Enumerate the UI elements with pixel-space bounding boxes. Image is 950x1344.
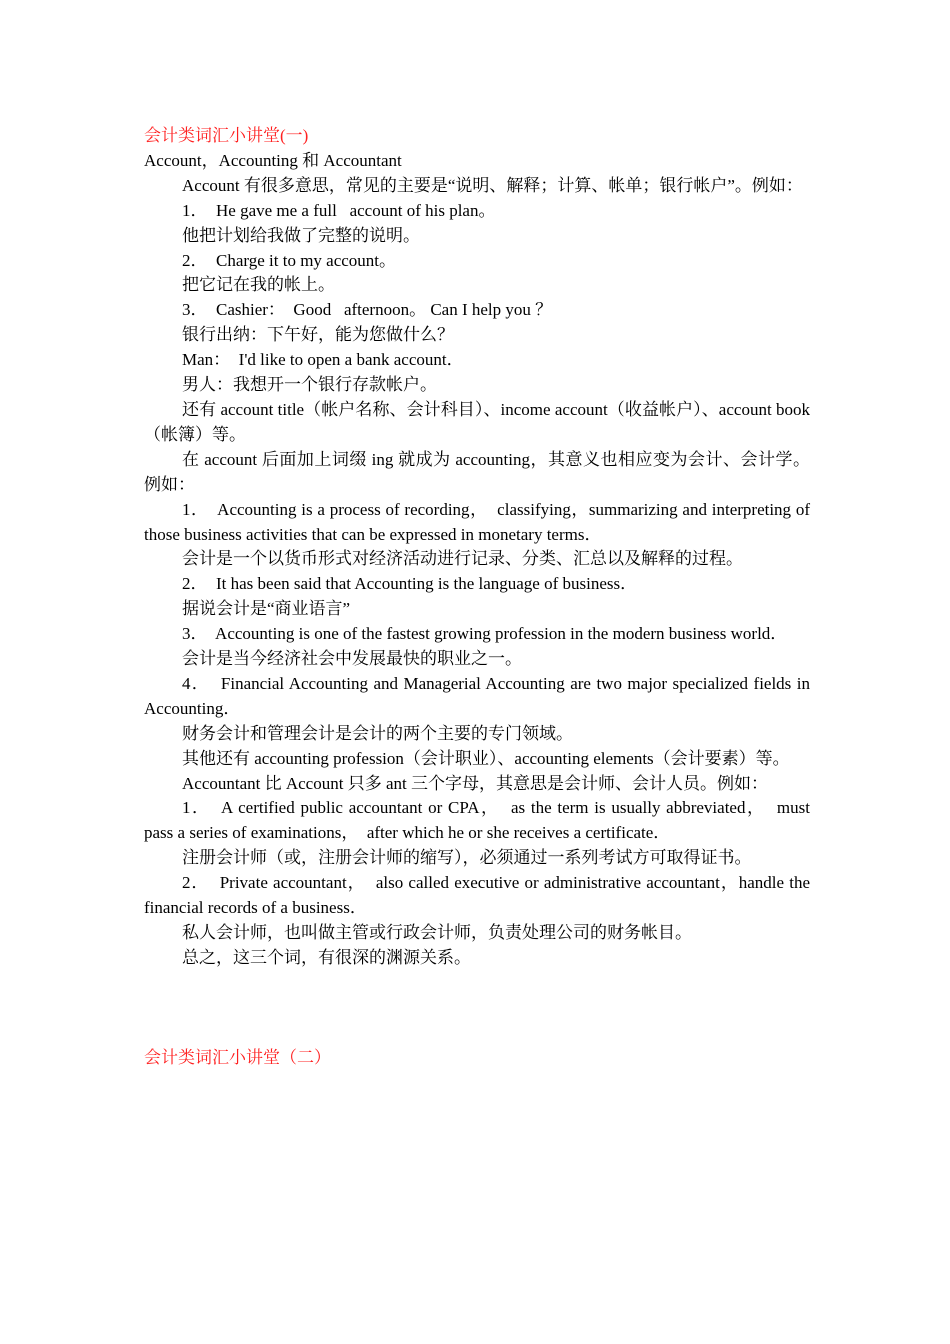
accounting-example-1-english: 1． Accounting is a process of recording， classifying，summarizing and interpreting of those business activities that can be expressed in monetary terms． xyxy=(144,499,815,544)
example-2-chinese: 把它记在我的帐上。 xyxy=(182,275,335,295)
heading-account-words: Account，Accounting 和 Accountant xyxy=(144,150,402,170)
accounting-example-2-chinese: 据说会计是“商业语言” xyxy=(182,599,351,619)
accounting-example-4-english: 4． Financial Accounting and Managerial Accounting are two major specialized fields in Accounting． xyxy=(144,673,814,718)
accountant-example-1-chinese: 注册会计师（或，注册会计师的缩写），必须通过一系列考试方可取得证书。 xyxy=(182,848,752,868)
example-1-english: 1． He gave me a full account of his plan。 xyxy=(182,200,496,220)
accounting-example-3-english: 3． Accounting is one of the fastest growing profession in the modern business world． xyxy=(182,624,788,644)
paragraph-other-accounting-terms: 其他还有 accounting profession（会计职业）、accounting elements（会计要素）等。 xyxy=(182,748,790,768)
section-title-2: 会计类词汇小讲堂（二） xyxy=(144,1047,331,1067)
accounting-example-3-chinese: 会计是当今经济社会中发展最快的职业之一。 xyxy=(182,649,522,669)
section-spacer xyxy=(144,971,810,1046)
paragraph-account-meaning: Account 有很多意思，常见的主要是“说明、解释；计算、帐单；银行帐户”。例如： xyxy=(182,175,803,195)
section-title-1: 会计类词汇小讲堂(一) xyxy=(144,126,309,145)
document-body xyxy=(144,124,815,1071)
example-2-english: 2． Charge it to my account。 xyxy=(182,250,397,270)
accounting-example-2-english: 2． It has been said that Accounting is the language of business． xyxy=(182,574,638,594)
dialogue-man-english: Man： I'd like to open a bank account． xyxy=(182,350,464,370)
accountant-example-2-chinese: 私人会计师，也叫做主管或行政会计师，负责处理公司的财务帐目。 xyxy=(182,923,692,942)
paragraph-other-account-terms: 还有 account title（帐户名称、会计科目）、income account（收益帐户）、account book（帐簿）等。 xyxy=(144,399,810,444)
example-3-english: 3． Cashier： Good afternoon。 Can I help you ？ xyxy=(182,300,553,320)
paragraph-accounting-intro: 在 account 后面加上词缀 ing 就成为 accounting，其意义也相应变为会计、会计学。例如： xyxy=(144,449,810,494)
accounting-example-4-chinese: 财务会计和管理会计是会计的两个主要的专门领域。 xyxy=(182,723,573,743)
paragraph-accountant-intro: Accountant 比 Account 只多 ant 三个字母，其意思是会计师、会计人员。例如： xyxy=(182,773,768,793)
dialogue-man-chinese: 男人：我想开一个银行存款帐户。 xyxy=(182,375,437,395)
example-1-chinese: 他把计划给我做了完整的说明。 xyxy=(182,225,420,245)
accountant-example-1-english: 1． A certified public accountant or CPA， as the term is usually abbreviated， must pass a series of examinations， after which he or she receives a certificate． xyxy=(144,798,815,843)
accounting-example-1-chinese: 会计是一个以货币形式对经济活动进行记录、分类、汇总以及解释的过程。 xyxy=(182,549,743,569)
accountant-example-2-english: 2． Private accountant， also called executive or administrative accountant，handle the financial records of a business． xyxy=(144,873,815,918)
example-3-chinese: 银行出纳：下午好，能为您做什么？ xyxy=(182,325,454,345)
paragraph-conclusion: 总之，这三个词，有很深的渊源关系。 xyxy=(182,947,471,967)
